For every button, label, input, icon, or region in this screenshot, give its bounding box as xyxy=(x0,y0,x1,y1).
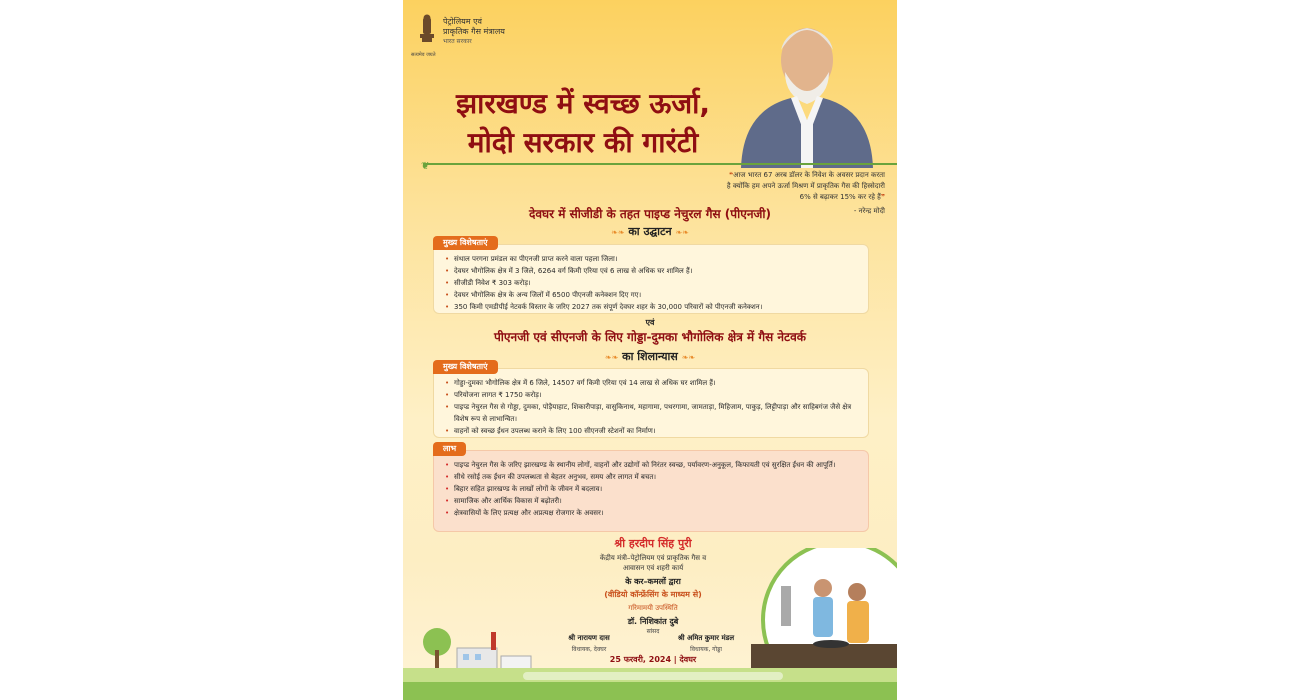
emblem-caption: सत्यमेव जयते xyxy=(411,52,436,58)
list-item: • देवघर भौगोलिक क्षेत्र के अन्य जिलों में 6500 पीएनजी कनेक्शन दिए गए। xyxy=(454,289,858,301)
by-hands-label: के कर–कमलों द्वारा xyxy=(625,577,681,586)
ornament-icon: ❧❧ xyxy=(611,228,625,237)
section-divider xyxy=(423,163,897,165)
guest-main-role: सांसद xyxy=(646,628,660,635)
quote-author: - नरेन्द्र मोदी xyxy=(853,207,885,215)
guest-main-name: डॉ. निशिकांत दुबे xyxy=(627,617,679,626)
ornament-icon: ❧❧ xyxy=(604,353,619,362)
ornament-icon: ❧❧ xyxy=(675,228,689,237)
features-pill-1: मुख्य विशेषताएं xyxy=(433,236,498,250)
list-item: • सामाजिक और आर्थिक विकास में बढ़ोतरी। xyxy=(454,495,858,507)
section1-title: देवघर में सीजीडी के तहत पाइप्ड नेचुरल गैस (पीएनजी) xyxy=(529,207,771,221)
guest-left-name: श्री नारायण दास xyxy=(568,634,610,642)
guest-right-role: विधायक, गोड्डा xyxy=(690,646,722,653)
minister-name: श्री हरदीप सिंह पुरी xyxy=(614,537,692,550)
list-item: • सीजीडी निवेश ₹ 303 करोड़। xyxy=(454,277,858,289)
list-item: • 350 किमी एमडीपीई नेटवर्क विस्तार के जरिए 2027 तक संपूर्ण देवघर शहर के 30,000 परिवारों को पीएनजी कनेक्शन। xyxy=(454,301,858,313)
ministry-line-2: प्राकृतिक गैस मंत्रालय xyxy=(443,27,505,36)
list-item: • संथाल परगना प्रमंडल का पीएनजी प्राप्त करने वाला पहला जिला। xyxy=(454,253,858,265)
list-item: • वाहनों को स्वच्छ ईंधन उपलब्ध कराने के लिए 100 सीएनजी स्टेशनों का निर्माण। xyxy=(454,425,858,437)
national-emblem-icon xyxy=(417,14,437,52)
list-item: • बिहार सहित झारखण्ड के लाखों लोगों के जीवन में बदलाव। xyxy=(454,483,858,495)
benefits-list xyxy=(434,451,868,525)
benefits-box xyxy=(433,450,869,532)
benefits-pill: लाभ xyxy=(433,442,466,456)
video-conference-label: (वीडियो कॉन्फ्रेंसिंग के माध्यम से) xyxy=(604,590,702,599)
section1-subtitle-text: का उद्घाटन xyxy=(628,225,672,238)
open-quote-icon: ❝ xyxy=(729,171,734,179)
list-item: • पाइप्ड नेचुरल गैस के जरिए झारखण्ड के स्थानीय लोगों, वाहनों और उद्योगों को निरंतर स्वच्छ, पर्यावरण-अनुकूल, किफायती एवं सुरक्षित ईंधन की आपूर्ति। xyxy=(454,459,858,471)
features-box-2 xyxy=(433,368,869,438)
list-item: • क्षेत्रवासियों के लिए प्रत्यक्ष और अप्रत्यक्ष रोजगार के अवसर। xyxy=(454,507,858,519)
ministry-line-3: भारत सरकार xyxy=(443,38,472,45)
features-pill-2: मुख्य विशेषताएं xyxy=(433,360,498,374)
close-quote-icon: ❞ xyxy=(880,193,885,201)
guest-right-name: श्री अमित कुमार मंडल xyxy=(677,634,735,642)
poster xyxy=(403,0,897,700)
list-item: • परियोजना लागत ₹ 1750 करोड़। xyxy=(454,389,858,401)
portrait-image xyxy=(721,10,891,168)
list-item: • गोड्डा-दुमका भौगोलिक क्षेत्र में 6 जिले, 14507 वर्ग किमी एरिया एवं 14 लाख से अधिक घर शामिल हैं। xyxy=(454,377,858,389)
kitchen-family-illustration xyxy=(741,548,897,678)
headline-line-2: मोदी सरकार की गारंटी xyxy=(467,126,699,159)
guest-left-role: विधायक, देवघर xyxy=(571,646,607,653)
section2-subtitle-text: का शिलान्यास xyxy=(622,350,678,363)
event-date: 25 फरवरी, 2024 | देवघर xyxy=(609,655,697,664)
quote xyxy=(725,170,885,203)
features-box-1 xyxy=(433,244,869,314)
list-item: • पाइप्ड नेचुरल गैस से गोड्डा, दुमका, पोड़ैयाहाट, शिकारीपाड़ा, वासुकिनाथ, महागामा, पथरगामा, जामताड़ा, मिहिजाम, पाकुड़, लिट्टीपाड़ा और साहिबगंज जैसे क्षेत्र विशेष रूप से लाभान्वित। xyxy=(454,401,858,425)
ground-decoration xyxy=(403,668,897,700)
list-item: • देवघर भौगोलिक क्षेत्र में 3 जिले, 6264 वर्ग किमी एरिया एवं 6 लाख से अधिक घर शामिल हैं। xyxy=(454,265,858,277)
features-list-1 xyxy=(434,245,868,319)
headline xyxy=(403,84,763,162)
list-item: • सीधे रसोई तक ईंधन की उपलब्धता से बेहतर अनुभव, समय और लागत में बचत। xyxy=(454,471,858,483)
leaf-ornament-icon: ❦ xyxy=(421,161,430,172)
features-list-2 xyxy=(434,369,868,443)
ornament-icon: ❧❧ xyxy=(681,353,696,362)
minister-title-line-2: आवासन एवं शहरी कार्य xyxy=(622,564,684,572)
headline-line-1: झारखण्ड में स्वच्छ ऊर्जा, xyxy=(455,87,711,120)
section2-title: पीएनजी एवं सीएनजी के लिए गोड्डा-दुमका भौगोलिक क्षेत्र में गैस नेटवर्क xyxy=(493,330,806,344)
ministry-label xyxy=(443,17,505,47)
presence-label: गरिमामयी उपस्थिति xyxy=(628,604,678,612)
minister-title xyxy=(533,553,773,573)
minister-title-line-1: केंद्रीय मंत्री–पेट्रोलियम एवं प्राकृतिक गैस व xyxy=(599,554,707,562)
ministry-line-1: पेट्रोलियम एवं xyxy=(443,17,482,26)
section2-conjunction: एवं xyxy=(645,318,655,327)
quote-text: आज भारत 67 अरब डॉलर के निवेश के अवसर प्रदान करता है क्योंकि हम अपने ऊर्जा मिश्रण में प्राकृतिक गैस की हिस्सेदारी 6% से बढ़ाकर 15% कर रहे हैं xyxy=(726,171,885,201)
